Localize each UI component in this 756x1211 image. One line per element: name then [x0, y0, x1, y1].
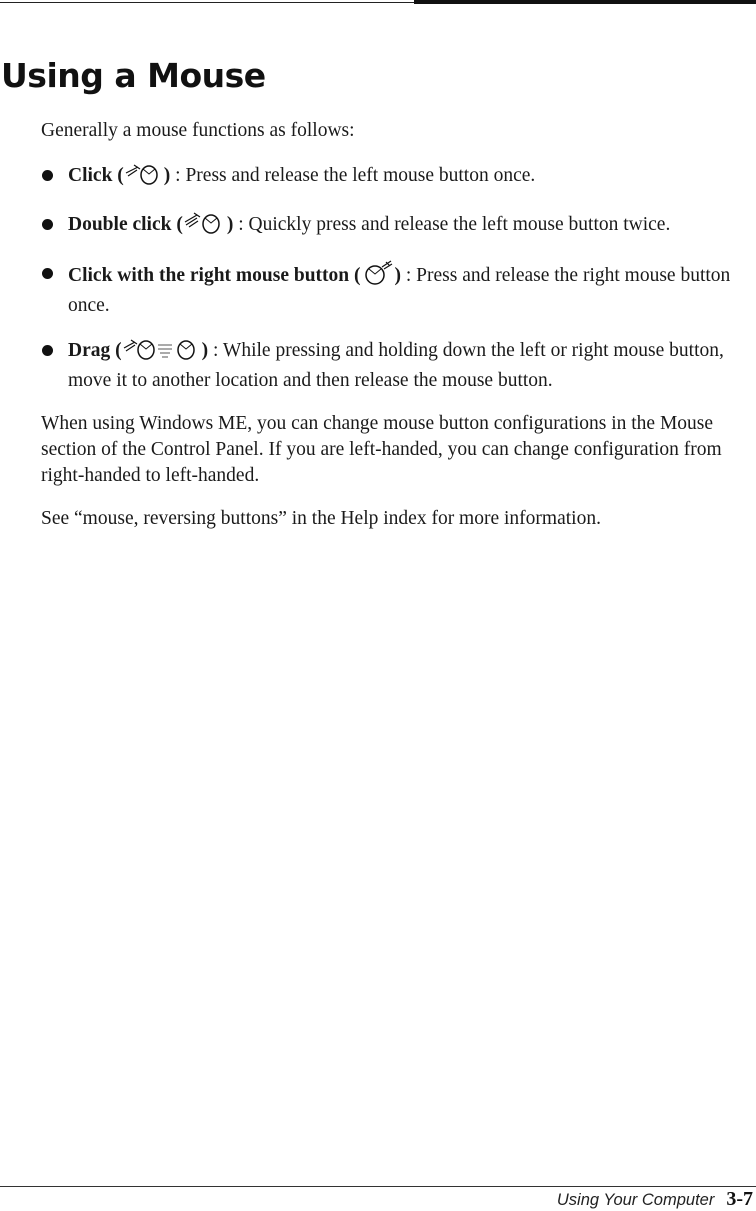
help-index-paragraph: See “mouse, reversing buttons” in the Help index for more information.	[41, 508, 601, 529]
description: : Press and release the left mouse button once.	[170, 165, 536, 186]
list-item-right-click	[41, 259, 731, 319]
list-item-click	[41, 161, 731, 193]
term-close: )	[226, 214, 234, 235]
section-title: Using a Mouse	[1, 56, 266, 95]
header-rule-thin	[0, 2, 414, 3]
footer-chapter-title: Using Your Computer	[556, 1191, 715, 1209]
mouse-actions-list	[41, 161, 731, 394]
mouse-click-icon	[124, 161, 164, 193]
mouse-double-click-icon	[183, 210, 227, 242]
bullet-icon	[42, 170, 53, 181]
term-label: Click (	[68, 165, 124, 186]
term-close: )	[163, 165, 171, 186]
bullet-icon	[42, 345, 53, 356]
windows-me-paragraph: When using Windows ME, you can change mouse button configurations in the Mouse section of the Control Panel. If you are left-handed, you can change configuration from right-handed to left-handed.	[41, 413, 722, 486]
term-label: Click with the right mouse button (	[68, 265, 361, 286]
term-close: )	[201, 340, 209, 361]
intro-paragraph: Generally a mouse functions as follows:	[41, 120, 355, 141]
term-label: Drag (	[68, 340, 122, 361]
list-item-drag	[41, 336, 731, 394]
bullet-icon	[42, 268, 53, 279]
page-number: 3-7	[726, 1188, 753, 1210]
header-rule-thick	[414, 0, 756, 4]
description: : Press and release the right mouse button once.	[68, 265, 731, 316]
list-item-double-click	[41, 210, 731, 242]
mouse-drag-icon	[122, 336, 202, 368]
description: : Quickly press and release the left mouse button twice.	[233, 214, 671, 235]
term-close: )	[394, 265, 402, 286]
bullet-icon	[42, 219, 53, 230]
description: : While pressing and holding down the left or right mouse button, move it to another location and then release the mouse button.	[68, 340, 724, 391]
page-footer	[557, 1188, 753, 1211]
mouse-right-click-icon	[361, 259, 395, 293]
term-label: Double click (	[68, 214, 183, 235]
footer-rule	[0, 1186, 756, 1187]
content-body	[41, 118, 731, 549]
